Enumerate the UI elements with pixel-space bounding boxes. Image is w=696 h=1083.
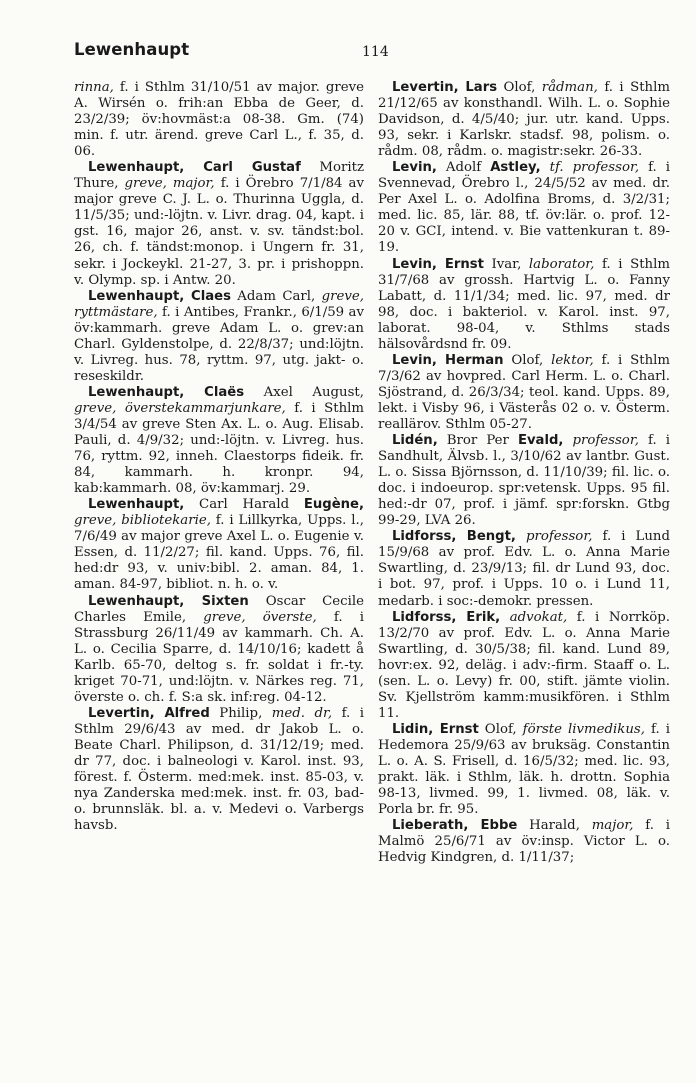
entry-given-names: Adam Carl, xyxy=(230,288,322,304)
biography-entry xyxy=(378,818,670,866)
entry-name: Levin, xyxy=(392,160,437,176)
entry-given-names: Olof, xyxy=(497,80,542,95)
biography-entry xyxy=(74,706,364,834)
entry-text: f. i Hedemora 25/9/63 av bruksäg. Constantin L. o. A. S. Frisell, d. 16/5/32; med. lic. 93, prakt. läk. i Sthlm, läk. h. drottn. Sophia 98-13, livmed. 99, 1. livmed. 08, läk. v. Porla br. fr. 95. xyxy=(378,721,670,818)
entry-title: professor, xyxy=(526,529,593,545)
biography-entry xyxy=(74,385,364,497)
entry-given-names: Ivar, xyxy=(483,256,529,272)
entry-given-names: Oscar Cecile Charles Emile, xyxy=(74,593,365,625)
entry-name: Lewenhaupt, Carl Gustaf xyxy=(88,160,301,176)
entry-name: Lidforss, Bengt, xyxy=(392,529,516,545)
biography-entry xyxy=(378,610,670,722)
entry-name: Levertin, Alfred xyxy=(88,705,210,721)
entry-call-name: Astley, xyxy=(490,160,541,176)
entry-text: f. i Antibes, Frankr., 6/1/59 av öv:kammarh. greve Adam L. o. grev:an Charl. Gyldenstolpe, d. 22/8/37; und:löjtn. v. Livreg. hus. 78, ryttm. 97, utg. jakt- o. reseskildr. xyxy=(74,304,364,384)
entry-title: rinna, xyxy=(74,80,114,95)
entry-name: Levin, Herman xyxy=(392,352,504,368)
entry-text: f. i Sthlm 3/4/54 av greve Sten Ax. L. o. Aug. Elisab. Pauli, d. 4/9/32; und:-löjtn. v. Livreg. hus. 76, ryttm. 92, inneh. Claestorps fideik. fr. 84, kammarh. h. kronpr. 94, kab:kammarh. 08, öv:kammarj. 29. xyxy=(74,400,364,497)
entry-name: Levertin, Lars xyxy=(392,80,498,95)
right-column xyxy=(378,80,670,866)
running-head: Lewenhaupt xyxy=(74,40,190,59)
entry-text: f. i Sthlm 31/7/68 av grossh. Hartvig L. o. Fanny Labatt, d. 11/1/34; med. lic. 97, med. dr 98, doc. i bakteriol. v. Karol. inst. 97, laborat. 98-04, v. Sthlms stads hälsovårdsnd fr. 09. xyxy=(378,256,670,352)
entry-title: rådman, xyxy=(541,80,598,95)
biography-entry xyxy=(378,353,670,433)
entry-space xyxy=(541,160,550,175)
entry-given-names: Axel August, xyxy=(244,384,364,400)
entry-title: tf. professor, xyxy=(549,160,640,176)
entry-text: f. i Sandhult, Älvsb. l., 3/10/62 av lantbr. Gust. L. o. Sissa Björnsson, d. 11/10/39; fil. lic. o. doc. i indoeurop. spr:vetensk. Upps. 95 fil. hed:-dr 07, prof. i jämf. spr:forskn. Gtbg 99-29, LVA 26. xyxy=(378,433,670,529)
entry-text: f. i Sthlm 29/6/43 av med. dr Jakob L. o. Beate Charl. Philipson, d. 31/12/19; med. dr 77, doc. i balneologi v. Karol. inst. 93, förest. f. Österm. med:mek. inst. 85-03, v. nya Zanderska med:mek. inst. fr. 03, bad-o. brunnsläk. bl. a. v. Medevi o. Varbergs havsb. xyxy=(74,705,364,834)
page-number: 114 xyxy=(362,44,389,60)
entry-call-name: Eugène, xyxy=(303,497,364,513)
entry-text: f. i Lillkyrka, Upps. l., 7/6/49 av major greve Axel L. o. Eugenie v. Essen, d. 11/2/27; fil. kand. Upps. 76, fil. hed:dr 93, v. univ:bibl. 2. aman. 84, 1. aman. 84-97, bibliot. n. h. o. v. xyxy=(74,513,364,593)
entry-title: greve, major, xyxy=(124,176,215,192)
entry-title: greve, överstekammarjunkare, xyxy=(74,400,286,416)
entry-text: f. i Sthlm 7/3/62 av hovpred. Carl Herm. L. o. Charl. Sjöstrand, d. 26/3/34; teol. kand. Upps. 89, lekt. i Visby 96, i Västerås 02 o. v. Österm. reallärov. Sthlm 05-27. xyxy=(378,352,670,432)
entry-name: Lidén, xyxy=(392,433,438,449)
biography-entry xyxy=(378,80,670,160)
biography-entry xyxy=(74,80,364,160)
entry-given-names: Harald, xyxy=(517,818,592,834)
biography-entry xyxy=(378,722,670,818)
entry-given-names: Philip, xyxy=(209,705,272,721)
entry-title: lektor, xyxy=(551,352,594,368)
biography-entry xyxy=(74,160,364,288)
entry-name: Lidin, Ernst xyxy=(392,721,479,737)
entry-title: greve, bibliotekarie, xyxy=(74,513,211,529)
entry-name: Lidforss, Erik, xyxy=(392,609,501,625)
entry-given-names xyxy=(516,529,526,544)
entry-title: med. dr, xyxy=(271,705,333,721)
entry-given-names: Bror Per xyxy=(437,433,518,449)
entry-given-names: Olof, xyxy=(503,352,552,368)
entry-text: f. i Svennevad, Örebro l., 24/5/52 av med. dr. Per Axel L. o. Adolfina Broms, d. 3/2/31; med. lic. 85, lär. 88, tf. öv:lär. o. prof. 12-20 v. GCI, intend. v. Bie vattenkuran t. 89-19. xyxy=(378,160,671,256)
entry-space xyxy=(563,433,572,448)
entry-name: Lewenhaupt, Claës xyxy=(88,384,245,400)
entry-name: Lewenhaupt, Claes xyxy=(88,288,231,304)
entry-name: Lewenhaupt, xyxy=(88,497,185,513)
left-column xyxy=(74,80,364,834)
biography-entry xyxy=(74,289,364,385)
entry-text: f. i Strassburg 26/11/49 av kammarh. Ch. A. L. o. Cecilia Sparre, d. 14/10/16; kadett å Karlb. 65-70, deltog s. fr. soldat i fr.-ty. kriget 70-71, und:löjtn. v. Närkes reg. 71, överste o. ch. f. S:a sk. inf:reg. 04-12. xyxy=(74,609,364,705)
entry-title: greve, överste, xyxy=(203,609,317,625)
entry-title: major, xyxy=(591,818,634,834)
biography-entry xyxy=(378,160,670,256)
page-header xyxy=(74,40,654,66)
entry-text: f. i Lund 15/9/68 av prof. Edv. L. o. Anna Marie Swartling, d. 23/9/13; fil. dr Lund 93, doc. i bot. 97, prof. i Upps. 10 o. i Lund 11, medarb. i soc:-demokr. pressen. xyxy=(378,529,671,609)
entry-given-names xyxy=(500,610,510,625)
entry-title: laborator, xyxy=(528,256,595,272)
entry-title: greve, ryttmästare, xyxy=(74,288,364,320)
entry-text: f. i Malmö 25/6/71 av öv:insp. Victor L. o. Hedvig Kindgren, d. 1/11/37; xyxy=(378,818,670,866)
entry-given-names: Adolf xyxy=(436,160,491,176)
entry-given-names: Olof, xyxy=(478,721,523,737)
biography-entry xyxy=(378,433,670,529)
entry-name: Lewenhaupt, Sixten xyxy=(88,593,249,609)
entry-text: f. i Sthlm 31/10/51 av major. greve A. Wirsén o. frih:an Ebba de Geer, d. 23/2/39; öv:hovmäst:a 08-38. Gm. (74) min. f. utr. ärend. greve Carl L., f. 35, d. 06. xyxy=(74,80,364,160)
entry-call-name: Evald, xyxy=(517,433,564,449)
biography-entry xyxy=(74,497,364,593)
biography-entry xyxy=(378,257,670,353)
biography-entry xyxy=(378,529,670,609)
entry-title: advokat, xyxy=(509,609,568,625)
entry-title: förste livmedikus, xyxy=(522,721,645,737)
entry-title: professor, xyxy=(572,433,639,449)
entry-text: f. i Norrköp. 13/2/70 av prof. Edv. L. o. Anna Marie Swartling, d. 30/5/38; fil. kand. Lund 89, hovr:ex. 92, deläg. i adv:-firm. Staaff o. L. (sen. L. o. Levy) fr. 00, stift. jämte violin. Sv. Kjellström kamm:musikfören. i Sthlm 11. xyxy=(378,609,671,721)
entry-name: Levin, Ernst xyxy=(392,256,484,272)
entry-text: f. i Örebro 7/1/84 av major greve C. J. L. o. Thurinna Uggla, d. 11/5/35; und:-löjtn. v. Livr. drag. 04, kapt. i gst. 16, major 26, anst. v. sv. tändst:bol. 26, ch. f. tändst:monop. i Ungern fr. 31, sekr. i Jockeykl. 21-27, 3. pr. i prishoppn. v. Olymp. sp. i Antw. 20. xyxy=(74,176,364,288)
biography-entry xyxy=(74,594,364,706)
entry-given-names: Carl Harald xyxy=(184,497,304,513)
entry-given-names: Moritz Thure, xyxy=(74,160,365,192)
entry-text: f. i Sthlm 21/12/65 av konsthandl. Wilh. L. o. Sophie Davidson, d. 4/5/40; jur. utr. kand. Upps. 93, sekr. i Karlskr. stadsf. 98, polism. o. rådm. 08, rådm. o. magistr:sekr. 26-33. xyxy=(378,80,670,160)
entry-name: Lieberath, Ebbe xyxy=(392,818,518,834)
